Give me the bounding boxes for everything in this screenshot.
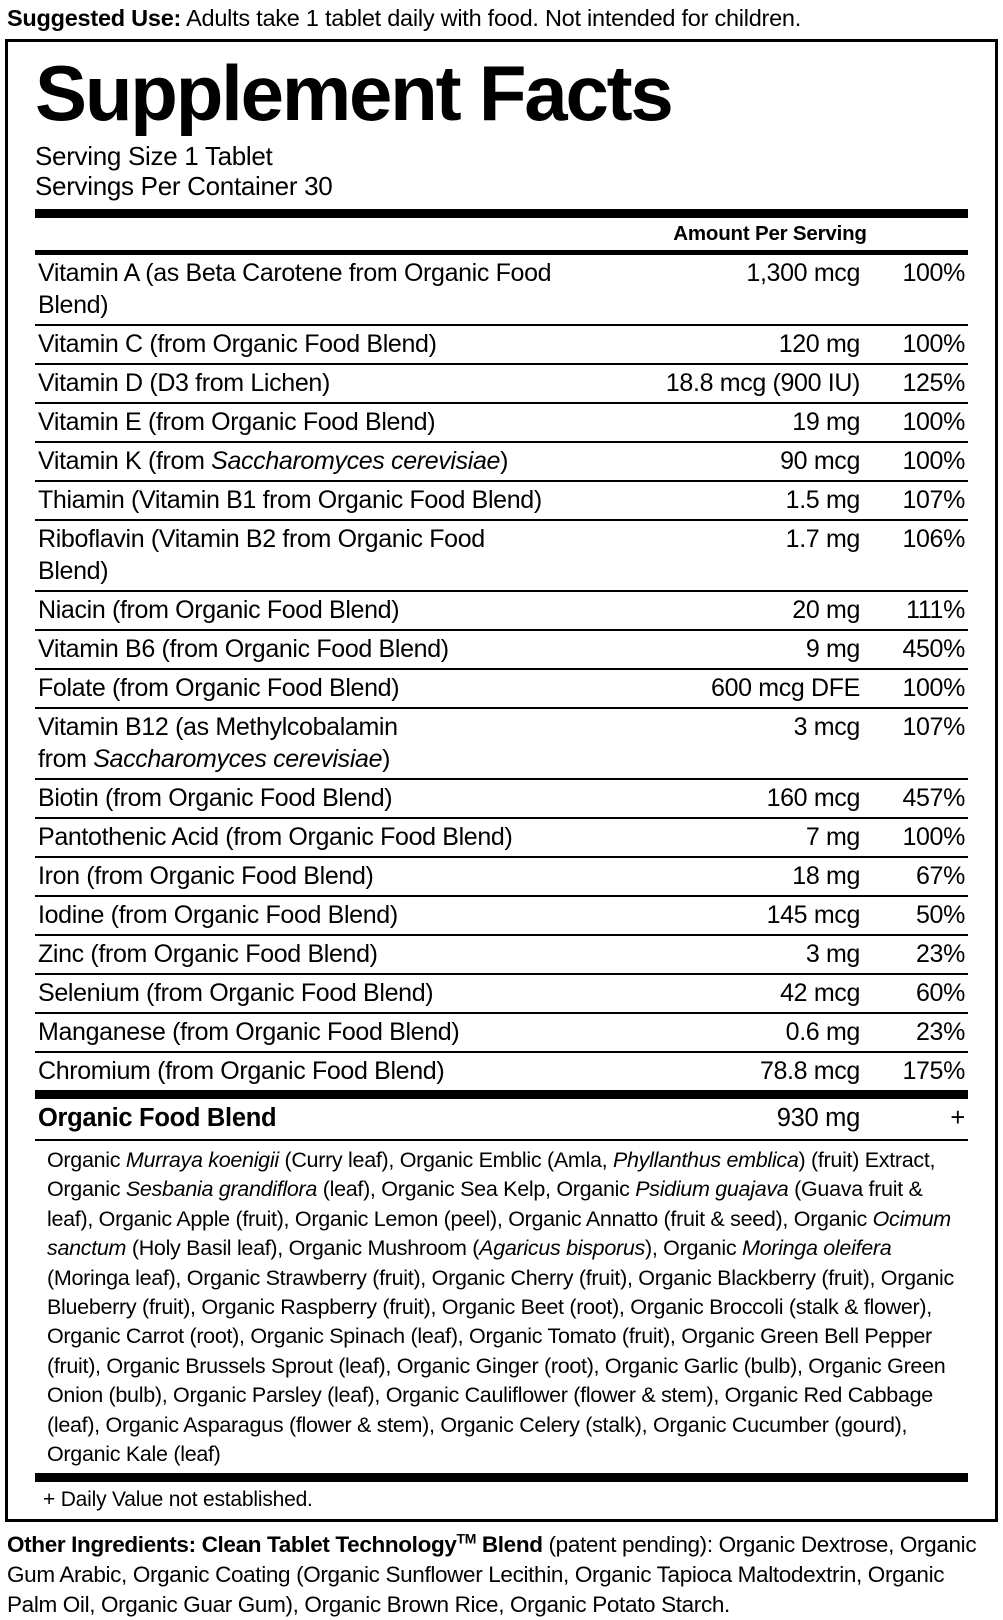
- blend-name: Organic Food Blend: [38, 1104, 277, 1132]
- nutrient-name: Vitamin D (D3 from Lichen): [38, 369, 330, 397]
- supplement-facts-panel: [5, 39, 998, 1522]
- nutrient-amount: 1.7 mg: [785, 525, 860, 553]
- nutrient-daily-value: 100%: [902, 408, 965, 436]
- nutrient-daily-value: 50%: [916, 901, 965, 929]
- brand-suffix: Blend: [481, 1532, 543, 1558]
- nutrient-amount: 90 mcg: [780, 447, 860, 475]
- table-row: [35, 934, 968, 973]
- blend-header-row: [35, 1099, 968, 1139]
- nutrient-amount: 78.8 mcg: [759, 1057, 860, 1085]
- trademark-symbol: TM: [456, 1530, 476, 1547]
- nutrient-amount: 7 mg: [805, 823, 860, 851]
- table-row: [35, 590, 968, 629]
- nutrient-name: Iodine (from Organic Food Blend): [38, 901, 398, 929]
- nutrient-name: Selenium (from Organic Food Blend): [38, 979, 434, 1007]
- blend-ingredient-list: Organic Murraya koenigii (Curry leaf), Organic Emblic (Amla, Phyllanthus emblica) (fruit) Extract, Organic Sesbania grandiflora (leaf), Organic Sea Kelp, Organic Psidium guajava (Guava fruit & leaf), Organic Apple (fruit), Organic Lemon (peel), Organic Annatto (fruit & seed), Organic Ocimum sanctum (Holy Basil leaf), Organic Mushroom (Agaricus bisporus), Organic Moringa oleifera (Moringa leaf), Organic Strawberry (fruit), Organic Cherry (fruit), Organic Blackberry (fruit), Organic Blueberry (fruit), Organic Raspberry (fruit), Organic Beet (root), Organic Broccoli (stalk & flower), Organic Carrot (root), Organic Spinach (leaf), Organic Tomato (fruit), Organic Green Bell Pepper (fruit), Organic Brussels Sprout (leaf), Organic Ginger (root), Organic Garlic (bulb), Organic Green Onion (bulb), Organic Parsley (leaf), Organic Cauliflower (flower & stem), Organic Red Cabbage (leaf), Organic Asparagus (flower & stem), Organic Celery (stalk), Organic Cucumber (gourd), Organic Kale (leaf): [35, 1139, 968, 1473]
- table-row: [35, 441, 968, 480]
- nutrient-daily-value: 111%: [906, 596, 965, 624]
- table-row: [35, 668, 968, 707]
- nutrient-name: Vitamin A (as Beta Carotene from Organic Food Blend): [38, 259, 552, 319]
- nutrient-name: Thiamin (Vitamin B1 from Organic Food Blend): [38, 486, 542, 514]
- nutrient-name: Riboflavin (Vitamin B2 from Organic Food Blend): [38, 525, 485, 585]
- nutrient-daily-value: 457%: [902, 784, 965, 812]
- table-row: [35, 402, 968, 441]
- nutrient-name: Biotin (from Organic Food Blend): [38, 784, 393, 812]
- nutrient-amount: 9 mg: [805, 635, 860, 663]
- nutrient-amount: 18 mg: [792, 862, 860, 890]
- nutrient-amount: 3 mg: [805, 940, 860, 968]
- nutrient-daily-value: 23%: [916, 1018, 965, 1046]
- table-row: [35, 778, 968, 817]
- nutrient-daily-value: 100%: [902, 674, 965, 702]
- other-ingredients-label: Other Ingredients:: [7, 1532, 196, 1558]
- nutrient-amount: 42 mcg: [780, 979, 860, 1007]
- divider-thick-top: [35, 209, 968, 218]
- nutrient-daily-value: 100%: [902, 447, 965, 475]
- table-row: [35, 973, 968, 1012]
- other-ingredients-block: [5, 1522, 998, 1620]
- table-row: [35, 817, 968, 856]
- serving-info: [35, 136, 968, 209]
- nutrient-daily-value: 450%: [902, 635, 965, 663]
- table-row: [35, 480, 968, 519]
- nutrient-amount: 600 mcg DFE: [711, 674, 860, 702]
- table-row: [35, 856, 968, 895]
- nutrient-daily-value: 125%: [902, 369, 965, 397]
- divider-thick-footnote: [35, 1473, 968, 1482]
- nutrient-daily-value: 23%: [916, 940, 965, 968]
- nutrient-name: Chromium (from Organic Food Blend): [38, 1057, 445, 1085]
- nutrient-amount: 1,300 mcg: [746, 259, 860, 287]
- serving-size: Serving Size 1 Tablet: [35, 141, 273, 171]
- suggested-use-label: Suggested Use:: [7, 5, 182, 31]
- nutrient-name: Vitamin B6 (from Organic Food Blend): [38, 635, 449, 663]
- nutrient-daily-value: 100%: [902, 823, 965, 851]
- nutrient-name: Pantothenic Acid (from Organic Food Blend): [38, 823, 513, 851]
- amount-per-serving-label: Amount Per Serving: [673, 222, 867, 245]
- nutrient-amount: 145 mcg: [766, 901, 860, 929]
- daily-value-footnote: + Daily Value not established.: [43, 1488, 313, 1512]
- nutrient-daily-value: 100%: [902, 330, 965, 358]
- nutrient-daily-value: 60%: [916, 979, 965, 1007]
- table-row: [35, 363, 968, 402]
- nutrient-amount: 120 mg: [778, 330, 860, 358]
- nutrient-name: Vitamin E (from Organic Food Blend): [38, 408, 436, 436]
- table-row: [35, 519, 968, 590]
- nutrient-daily-value: 175%: [902, 1057, 965, 1085]
- nutrient-name: Folate (from Organic Food Blend): [38, 674, 400, 702]
- nutrient-daily-value: 107%: [902, 486, 965, 514]
- nutrient-daily-value: 106%: [902, 525, 965, 553]
- suggested-use-text: Adults take 1 tablet daily with food. Not intended for children.: [181, 5, 802, 31]
- other-ingredients-text: (patent pending): Organic Dextrose, Organic Gum Arabic, Organic Coating (Organic Sunflower Lecithin, Organic Tapioca Maltodextrin, Organic Palm Oil, Organic Guar Gum), Organic Brown Rice, Organic Potato Starch.: [7, 1532, 977, 1618]
- blend-amount: 930 mg: [776, 1104, 860, 1132]
- brand-name: Clean Tablet Technology: [201, 1532, 457, 1558]
- table-row: [35, 707, 968, 778]
- nutrient-amount: 1.5 mg: [785, 486, 860, 514]
- nutrient-table: [35, 255, 968, 1090]
- suggested-use-line: [5, 0, 998, 39]
- nutrient-name: Niacin (from Organic Food Blend): [38, 596, 400, 624]
- divider-thick-blend: [35, 1090, 968, 1099]
- table-row: [35, 895, 968, 934]
- blend-daily-value: +: [950, 1104, 965, 1132]
- table-row: [35, 629, 968, 668]
- table-row: [35, 324, 968, 363]
- table-row: [35, 255, 968, 324]
- nutrient-name: Vitamin C (from Organic Food Blend): [38, 330, 437, 358]
- nutrient-amount: 0.6 mg: [785, 1018, 860, 1046]
- nutrient-name: Zinc (from Organic Food Blend): [38, 940, 378, 968]
- nutrient-name: Manganese (from Organic Food Blend): [38, 1018, 460, 1046]
- servings-per-container: Servings Per Container 30: [35, 171, 333, 201]
- nutrient-amount: 160 mcg: [766, 784, 860, 812]
- nutrient-amount: 20 mg: [792, 596, 860, 624]
- nutrient-amount: 3 mcg: [793, 713, 860, 741]
- table-row: [35, 1051, 968, 1090]
- nutrient-name: Vitamin B12 (as Methylcobalamin from Saccharomyces cerevisiae): [38, 713, 398, 773]
- panel-title: Supplement Facts: [35, 49, 672, 137]
- nutrient-name: Vitamin K (from Saccharomyces cerevisiae): [38, 447, 509, 475]
- table-row: [35, 1012, 968, 1051]
- nutrient-daily-value: 100%: [902, 259, 965, 287]
- nutrient-name: Iron (from Organic Food Blend): [38, 862, 374, 890]
- nutrient-daily-value: 67%: [916, 862, 965, 890]
- nutrient-amount: 19 mg: [792, 408, 860, 436]
- nutrient-amount: 18.8 mcg (900 IU): [665, 369, 860, 397]
- nutrient-daily-value: 107%: [902, 713, 965, 741]
- amount-per-serving-header: [35, 218, 968, 250]
